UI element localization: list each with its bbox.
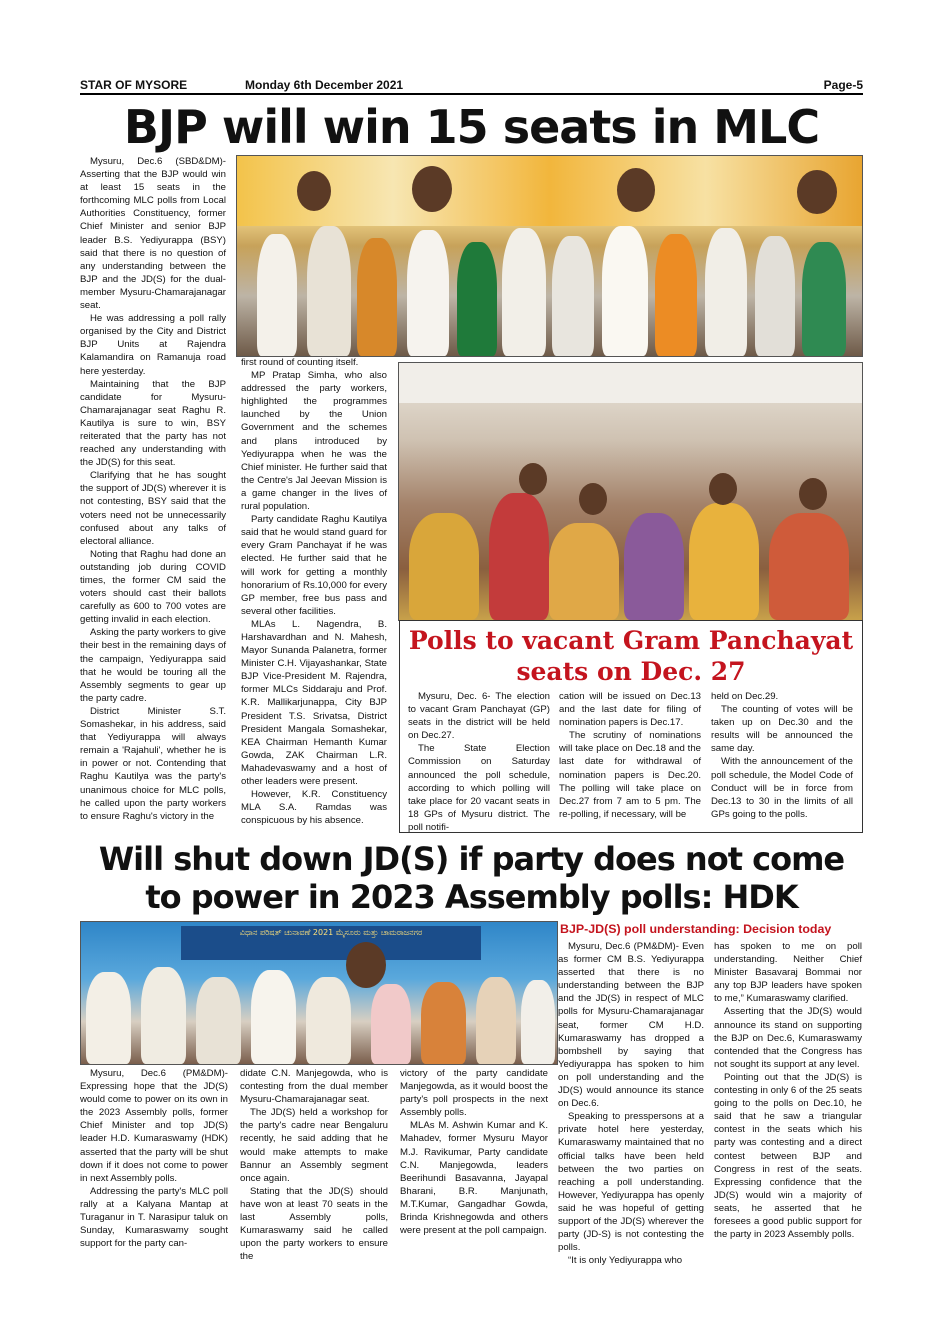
paragraph: MLAs M. Ashwin Kumar and K. Mahadev, former Mysuru Mayor M.J. Ravikumar, Party candidate C.N. Manjegowda, leaders Beerihundi Basavanna, Jayapal Bharani, B.R. Manjunath, M.T.Kumar, Gangadhar Gowda, Brinda Krishnegowda and others were present at the poll campaign.	[400, 1120, 548, 1237]
paragraph: Asserting that the JD(S) would announce its stand on supporting the BJP on Dec.6, Kumaraswamy contended that the Congress has not sought its support at any level.	[714, 1006, 862, 1070]
paragraph: didate C.N. Manjegowda, who is contesting from the dual member Mysuru-Chamarajanagar seat.	[240, 1068, 388, 1106]
paragraph: Speaking to presspersons at a private hotel here yesterday, Kumaraswamy maintained that no official talks have been held between the two parties on reaching a poll understanding. However, Yediyurappa has openly said he was hopeful of getting support of the JD(S) wherever the party (JD-S) is not contesting the polls.	[558, 1111, 704, 1254]
paragraph: “It is only Yediyurappa who	[568, 1255, 683, 1267]
paragraph: The scrutiny of nominations will take place on Dec.18 and the last date for withdrawal of nomination papers is Dec.20. The polling will take place on Dec.27 from 7 am to 5 pm. The re-polling, if necessary, will be	[559, 730, 701, 820]
paragraph: However, K.R. Constituency MLA S.A. Ramdas was conspicuous by his absence.	[241, 789, 387, 827]
banner-text: ವಿಧಾನ ಪರಿಷತ್ ಚುನಾವಣೆ 2021 ಮೈಸೂರು ಮತ್ತು ಚಾಮರಾಜನಗರ	[181, 926, 481, 960]
paragraph: MP Pratap Simha, who also addressed the party workers, highlighted the programmes launched by the Union Government and the schemes and plans introduced by Yediyurappa when he was the Chief minister. He further said that the Centre's Jal Jeevan Mission is a game changer in the lives of rural population.	[241, 370, 387, 513]
box-column-1	[408, 690, 550, 834]
paragraph: Maintaining that the BJP candidate for Mysuru-Chamarajanagar seat Raghu R. Kautilya is sure to win, BSY reiterated that the party has not reached any understanding with the JD(S) for this seat.	[80, 378, 226, 469]
box-headline-line1: Polls to vacant Gram Panchayat	[408, 626, 854, 655]
article1-headline: BJP will win 15 seats in MLC	[123, 100, 820, 154]
paragraph: Noting that Raghu had done an outstanding job during COVID times, the former CM said the voters should cast their ballots carefully as 600 to 700 votes are getting invalid in each election.	[80, 548, 226, 626]
paragraph: victory of the party candidate Manjegowda, as it would boost the party's poll prospects in the next Assembly polls.	[400, 1068, 548, 1119]
paragraph: Mysuru, Dec.6 (PM&DM)- Even as former CM B.S. Yediyurappa asserted that there is no understanding between the BJP and the JD(S) in respect of MLC polls for Mysuru-Chamarajanagar seat, former CM H.D. Kumaraswamy has dropped a bombshell by saying that Yediyurappa has spoken to him on poll understanding and the JD(S) would announce its stance on Dec.6.	[558, 941, 704, 1110]
paragraph: Clarifying that he has sought the support of JD(S) wherever it is not contesting, BSY said that the voters need not be unnecessarily confused about any talks of electoral alliance.	[80, 470, 226, 547]
article2-column-3	[400, 1067, 548, 1237]
article2-column-4	[558, 940, 704, 1267]
paragraph: first round of counting itself.	[241, 357, 359, 368]
article2-headline-line2: to power in 2023 Assembly polls: HDK	[145, 878, 798, 916]
article2-headline-line1: Will shut down JD(S) if party does not come	[98, 840, 845, 878]
paragraph: Addressing the party's MLC poll rally at a Kalyana Mantap at Turaganur in T. Narasipur taluk on Sunday, Kumaraswamy sought support for the party can-	[80, 1185, 228, 1250]
article1-column-2	[241, 356, 387, 827]
paragraph: Mysuru, Dec.6 (SBD&DM)- Asserting that the BJP would win at least 15 seats in the forthcoming MLC polls from Local Authorities Constituency, former Chief Minister and senior BJP leader B.S. Yediyurappa (BSY) said that there is no question of any understanding between the BJP and the JD(S) for the dual-member Mysuru-Chamarajanagar seat.	[80, 156, 226, 312]
article2-column-1	[80, 1067, 228, 1250]
paragraph: The State Election Commission on Saturday announced the poll schedule, according to which polling will take place for 20 vacant seats in 18 GPs of Mysuru district. The poll notifi-	[408, 743, 550, 833]
article2-subhead: BJP-JD(S) poll understanding: Decision today	[560, 922, 832, 936]
paragraph: MLAs L. Nagendra, B. Harshavardhan and N. Mahesh, Mayor Sunanda Palanetra, former Minister C.H. Vijayashankar, State BJP Vice-President M. Rajendra, former MLCs Siddaraju and Prof. K.R. Mallikarjunappa, City BJP President T.S. Srivatsa, District President Mangala Somashekar, KEA Chairman Hemanth Kumar Gowda, ZAK Chairman L.R. Mahadevaswamy and a host of other leaders were present.	[241, 618, 387, 787]
paragraph: With the announcement of the poll schedule, the Model Code of Conduct will be in force from Dec.13 to 30 in the limits of all GPs going to the polls.	[711, 756, 853, 820]
audience-photo	[398, 362, 863, 621]
gram-panchayat-box	[399, 620, 863, 833]
paper-name: STAR OF MYSORE	[80, 78, 188, 92]
paragraph: Mysuru, Dec.6 (PM&DM)- Expressing hope that the JD(S) would come to power on its own in the 2023 Assembly polls, former Chief Minister and top JD(S) leader H.D. Kumaraswamy (HDK) asserted that the party will be shut down if it does not come to power in next Assembly polls.	[80, 1068, 228, 1184]
paragraph: Mysuru, Dec. 6- The election to vacant Gram Panchayat (GP) seats in the district will be held on Dec.27.	[408, 691, 550, 742]
paragraph: Stating that the JD(S) should have won at least 70 seats in the last Assembly polls, Kumaraswamy said he called upon the party workers to ensure the	[240, 1185, 388, 1263]
bjp-rally-stage-photo	[236, 155, 863, 357]
box-headline-line2: seats on Dec. 27	[516, 657, 746, 686]
page-number: Page-5	[823, 78, 863, 92]
paragraph: He was addressing a poll rally organised by the City and District BJP Units at Rajendra Kalamandira on Ramanuja road here yesterday.	[80, 313, 226, 377]
box-column-2	[559, 690, 701, 821]
paragraph: Pointing out that the JD(S) is contesting in only 6 of the 25 seats going to the polls on Dec.10, he said that he saw a triangular contest in the seats which his party was contesting and a direct contest between BJP and Congress in rest of the seats. Expressing confidence that the JD(S) would win a majority of seats, he asserted that he foresees a good public support for the party in 2023 Assembly polls.	[714, 1071, 862, 1241]
paragraph: District Minister S.T. Somashekar, in his address, said that Yediyurappa will always remain a 'Rajahuli', whether he is in power or not. Contending that Raghu Kautilya was the party's unanimous choice for MLC polls, he called upon the party workers to ensure Raghu's victory in the	[80, 705, 226, 822]
header-rule	[80, 93, 863, 95]
jds-event-photo	[80, 921, 558, 1065]
article1-column-1	[80, 155, 226, 823]
paragraph: has spoken to me on poll understanding. Neither Chief Minister Basavaraj Bommai nor any top BJP leaders have spoken to me,” Kumaraswamy clarified.	[714, 941, 862, 1005]
paragraph: The counting of votes will be taken up on Dec.30 and the results will be announced the same day.	[711, 704, 853, 755]
paragraph: Asking the party workers to give their best in the remaining days of the campaign, Yediyurappa said that he would be touring all the Assembly segments to gear up the party cadre.	[80, 627, 226, 704]
paragraph: The JD(S) held a workshop for the party's cadre near Bengaluru recently, he said adding that he would make attempts to make Bannur an Assembly segment once again.	[240, 1107, 388, 1184]
article2-column-5	[714, 940, 862, 1241]
paragraph: cation will be issued on Dec.13 and the last date for filing of nomination papers is Dec.17.	[559, 691, 701, 729]
issue-date: Monday 6th December 2021	[245, 78, 404, 92]
box-column-3	[711, 690, 853, 821]
paragraph: Party candidate Raghu Kautilya said that he would stand guard for every Gram Panchayat if he was elected. He further said that he will work for getting a monthly honorarium of Rs.10,000 for every GP member, free bus pass and several other facilities.	[241, 514, 387, 617]
article2-column-2	[240, 1067, 388, 1263]
paragraph: held on Dec.29.	[711, 691, 779, 702]
